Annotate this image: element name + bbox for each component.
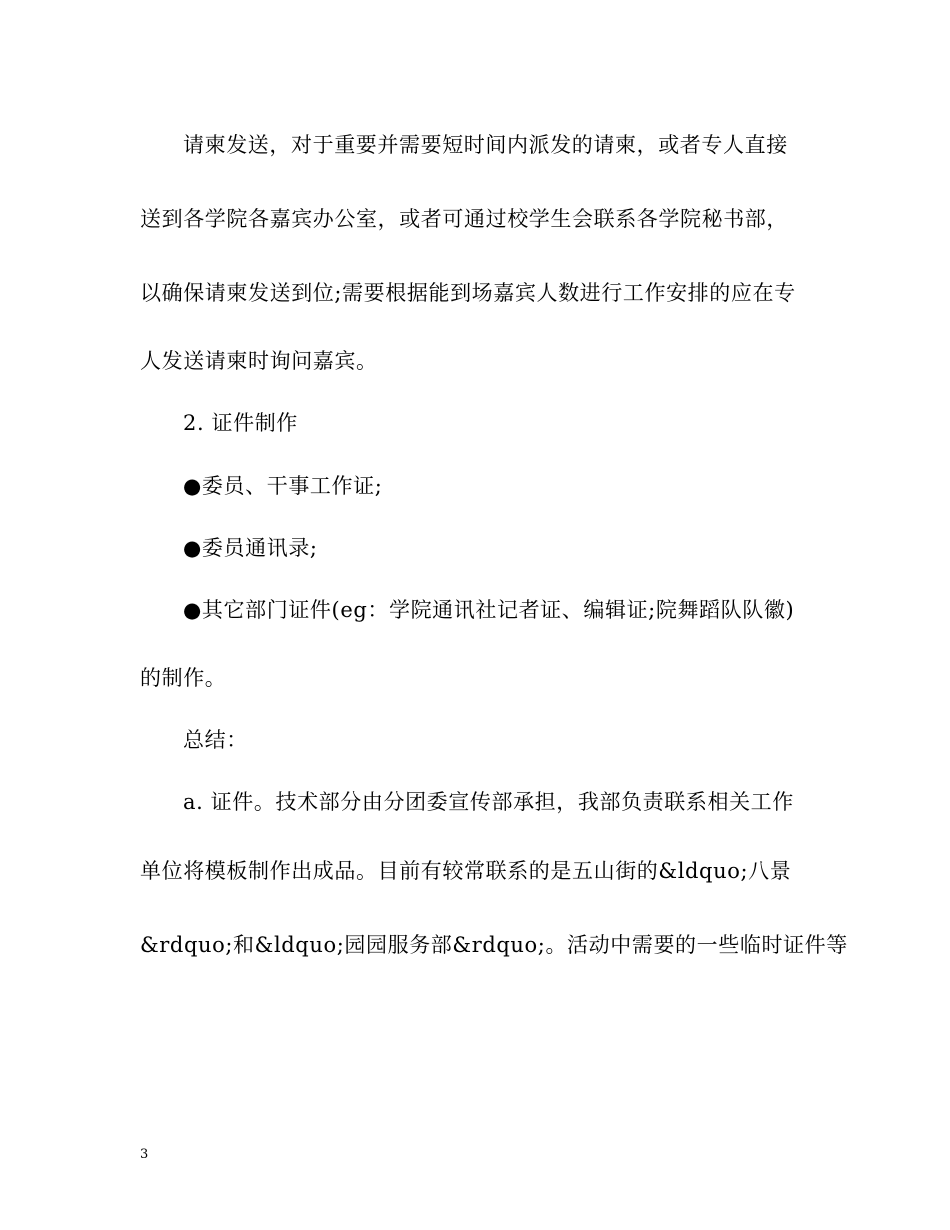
paragraph-line-4: 人发送请柬时询问嘉宾。 xyxy=(140,349,378,373)
summary-line-2: 单位将模板制作出成品。目前有较常联系的是五山街的&ldquo;八景 xyxy=(140,859,792,883)
bullet-item-3-continuation: 的制作。 xyxy=(140,666,227,690)
summary-heading: 总结： xyxy=(183,728,248,752)
paragraph-line-2: 送到各学院各嘉宾办公室，或者可通过校学生会联系各学院秘书部， xyxy=(140,207,788,231)
paragraph-line-3: 以确保请柬发送到位;需要根据能到场嘉宾人数进行工作安排的应在专 xyxy=(140,281,796,305)
page-number: 3 xyxy=(140,1147,149,1162)
bullet-item-3: ●其它部门证件(eg：学院通讯社记者证、编辑证;院舞蹈队队徽) xyxy=(183,598,795,622)
summary-line-3: &rdquo;和&ldquo;园园服务部&rdquo;。活动中需要的一些临时证件等 xyxy=(140,933,848,957)
bullet-item-1: ●委员、干事工作证; xyxy=(183,474,383,498)
section-heading: 2. 证件制作 xyxy=(183,411,298,435)
paragraph-line-1: 请柬发送，对于重要并需要短时间内派发的请柬，或者专人直接 xyxy=(183,133,788,157)
bullet-item-2: ●委员通讯录; xyxy=(183,536,318,560)
summary-line-1: a. 证件。技术部分由分团委宣传部承担，我部负责联系相关工作 xyxy=(183,790,794,814)
